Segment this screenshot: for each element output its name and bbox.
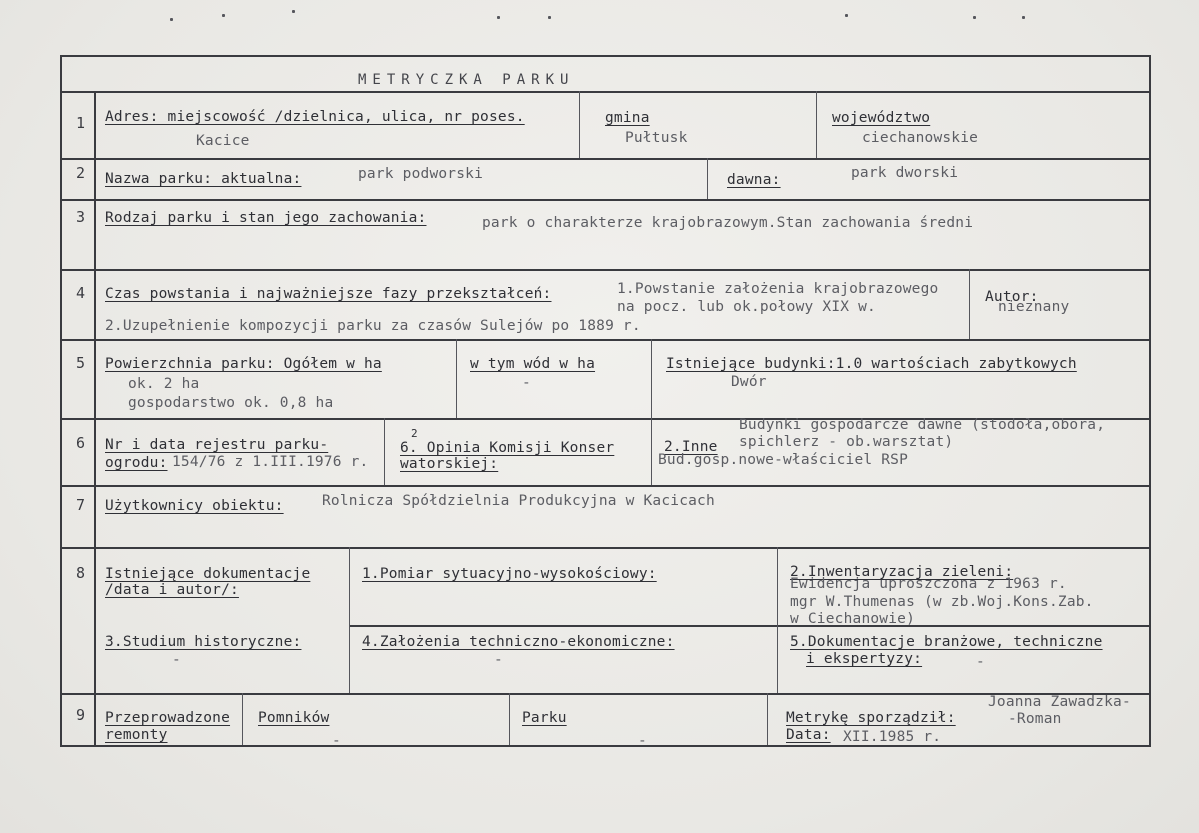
documents-label-2: /data i autor/: [105,582,239,598]
branch-docs-value: - [976,654,985,670]
area-value-2: gospodarstwo ok. 0,8 ha [128,395,334,411]
address-value: Kacice [196,133,250,149]
cell-divider [777,547,778,693]
history-value-2: 2.Uzupełnienie kompozycji parku za czasów Sulejów po 1889 r. [105,318,641,334]
buildings-value: Dwór [731,374,767,390]
water-area-value: - [522,375,531,391]
buildings-label: Istniejące budynki:1.0 wartościach zabytkowych [666,356,1077,372]
cell-divider [384,418,385,485]
water-area-label: w tym wód w ha [470,356,596,372]
cell-divider [651,418,652,485]
historical-study-label: 3.Studium historyczne: [105,634,302,650]
users-value: Rolnicza Spółdzielnia Produkcyjna w Kacicach [322,493,715,509]
row-divider [349,625,1149,627]
date-value: XII.1985 r. [843,729,942,745]
row-number: 7 [76,496,86,514]
cell-divider [969,269,970,339]
park-type-value: park o charakterze krajobrazowym.Stan zachowania średni [482,215,974,231]
cell-divider [242,693,243,745]
cell-divider [349,547,350,693]
history-value-1b: na pocz. lub ok.połowy XIX w. [617,299,876,315]
repairs-label-2: remonty [105,727,168,743]
branch-docs-label-1: 5.Dokumentacje branżowe, techniczne [790,634,1103,650]
row-divider [62,199,1149,201]
opinion-label-2: watorskiej: [400,456,499,472]
row-divider [62,158,1149,160]
speck [845,14,848,17]
address-label: Adres: miejscowość /dzielnica, ulica, nr poses. [105,109,525,125]
prepared-by-value-1: Joanna Zawadzka- [988,694,1131,710]
row-divider [62,339,1149,341]
row-divider [62,547,1149,549]
other-value-3: Bud.gosp.nowe-właściciel RSP [658,452,909,468]
row-number: 3 [76,208,86,226]
number-column-divider [94,91,96,747]
opinion-label-1: 6. Opinia Komisji Konser [400,440,615,456]
row-number: 9 [76,706,86,724]
speck [292,10,295,13]
opinion-superscript: 2 [411,427,418,440]
date-label: Data: [786,727,831,743]
tech-econ-label: 4.Założenia techniczno-ekonomiczne: [362,634,675,650]
repairs-label-1: Przeprowadzone [105,710,231,726]
speck [170,18,173,21]
row-divider [62,269,1149,271]
voivodeship-label: województwo [832,110,931,126]
monuments-value: - [332,733,341,749]
inventory-value-3: w Ciechanowie) [790,611,916,627]
row-divider [62,485,1149,487]
cell-divider [579,91,580,158]
history-label: Czas powstania i najważniejsze fazy przekształceń: [105,286,552,302]
other-value-1: Budynki gospodarcze dawne (stodoła,obora, [739,417,1106,433]
cell-divider [651,339,652,418]
branch-docs-label-2: i ekspertyzy: [806,651,923,667]
prepared-by-value-2: -Roman [1008,711,1062,727]
voivodeship-value: ciechanowskie [862,130,979,146]
row-divider [62,693,1149,695]
former-name-value: park dworski [851,165,959,181]
cell-divider [816,91,817,158]
row-number: 4 [76,284,86,302]
speck [222,14,225,17]
gmina-label: gmina [605,110,650,126]
register-label-2: ogrodu: [105,455,168,471]
register-value: 154/76 z 1.III.1976 r. [172,454,369,470]
row-number: 1 [76,114,86,132]
area-label: Powierzchnia parku: Ogółem w ha [105,356,382,372]
gmina-value: Pułtusk [625,130,688,146]
former-name-label: dawna: [727,172,781,188]
author-value: nieznany [998,299,1070,315]
cell-divider [456,339,457,418]
park-name-value: park podworski [358,166,484,182]
other-label: 2.Inne [664,439,718,455]
speck [497,16,500,19]
row-number: 5 [76,354,86,372]
inventory-value-1: Ewidencja uproszczona z 1963 r. [790,576,1067,592]
speck [973,16,976,19]
history-value-1: 1.Powstanie założenia krajobrazowego [617,281,939,297]
monuments-label: Pomników [258,710,330,726]
other-value-2: spichlerz - ob.warsztat) [739,434,954,450]
row-number: 6 [76,434,86,452]
park-type-label: Rodzaj parku i stan jego zachowania: [105,210,427,226]
survey-label: 1.Pomiar sytuacyjno-wysokościowy: [362,566,657,582]
author-label: Autor: [985,289,1039,305]
row-divider [62,91,1149,93]
documents-label-1: Istniejące dokumentacje [105,566,311,582]
form-title: METRYCZKA PARKU [358,72,575,88]
park-repairs-value: - [638,733,647,749]
area-value-1: ok. 2 ha [128,376,200,392]
users-label: Użytkownicy obiektu: [105,498,284,514]
cell-divider [707,158,708,199]
row-number: 8 [76,564,86,582]
row-number: 2 [76,164,86,182]
historical-study-value: - [172,652,181,668]
tech-econ-value: - [494,652,503,668]
park-name-label: Nazwa parku: aktualna: [105,171,302,187]
inventory-label: 2.Inwentaryzacja zieleni: [790,564,1014,580]
register-label-1: Nr i data rejestru parku- [105,437,329,453]
cell-divider [767,693,768,745]
park-repairs-label: Parku [522,710,567,726]
speck [548,16,551,19]
inventory-value-2: mgr W.Thumenas (w zb.Woj.Kons.Zab. [790,594,1094,610]
prepared-by-label: Metrykę sporządził: [786,710,956,726]
cell-divider [509,693,510,745]
speck [1022,16,1025,19]
